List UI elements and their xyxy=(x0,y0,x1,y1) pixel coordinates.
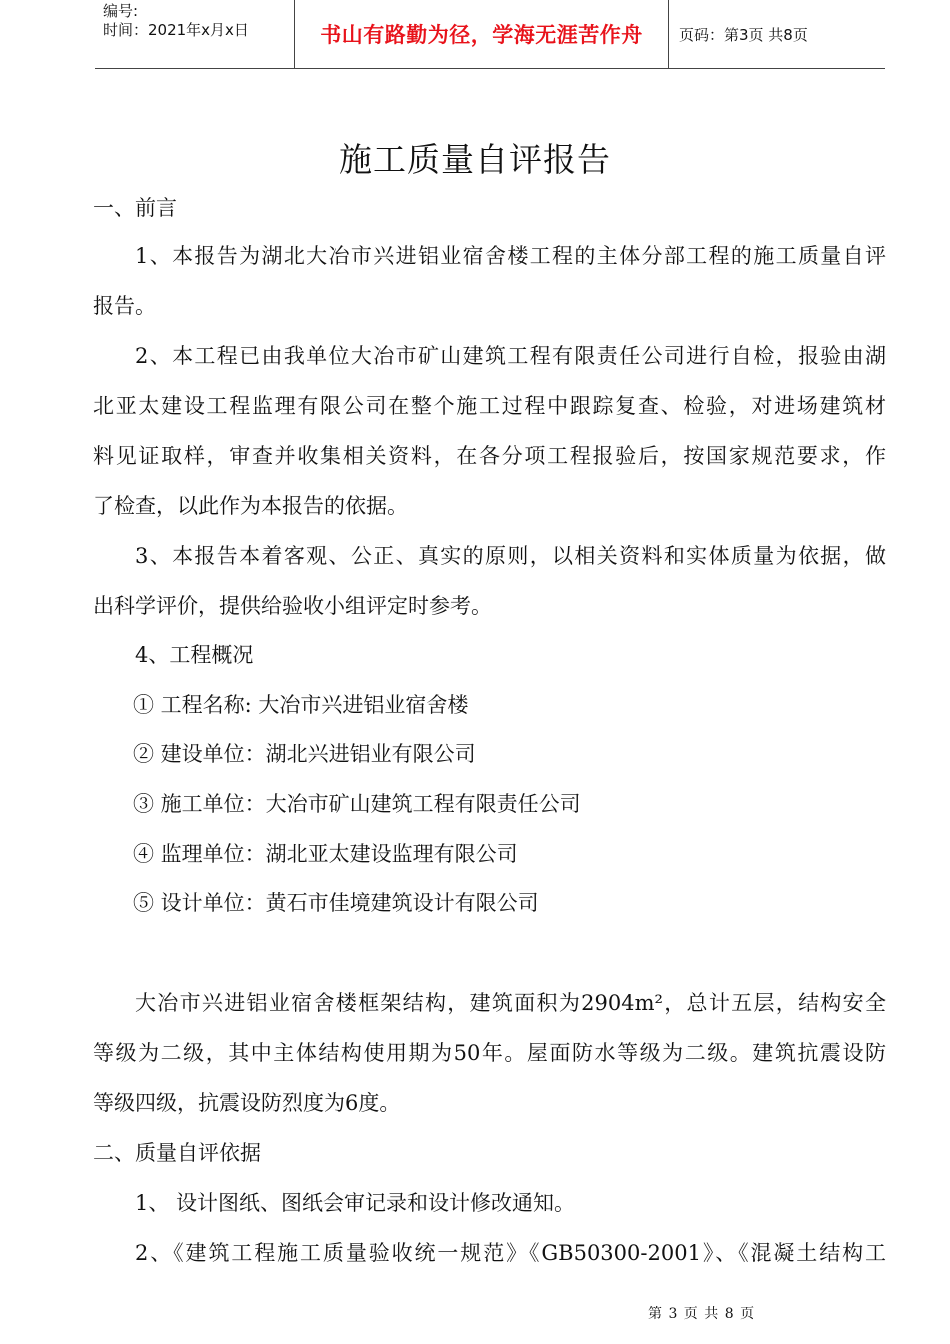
paragraph-line: 了检查，以此作为本报告的依据。 xyxy=(93,494,408,518)
list-item: ③ 施工单位：大冶市矿山建筑工程有限责任公司 xyxy=(133,792,581,816)
section-subheading-overview: 4、工程概况 xyxy=(135,643,254,667)
section-heading-basis: 二、质量自评依据 xyxy=(93,1141,261,1165)
page-header xyxy=(95,0,885,69)
paragraph-line: 报告。 xyxy=(93,294,156,318)
paragraph-line: 出科学评价，提供给验收小组评定时参考。 xyxy=(93,594,492,618)
section-heading-preface: 一、前言 xyxy=(93,196,177,220)
list-item: ④ 监理单位：湖北亚太建设监理有限公司 xyxy=(133,842,518,866)
paragraph-line: 等级四级，抗震设防烈度为6度。 xyxy=(93,1091,401,1115)
paragraph-line: 1、本报告为湖北大冶市兴进铝业宿舍楼工程的主体分部工程的施工质量自评 xyxy=(135,244,886,268)
header-page-info: 页码：第3页 共8页 xyxy=(679,25,808,44)
paragraph-line: 3、本报告本着客观、公正、真实的原则，以相关资料和实体质量为依据，做 xyxy=(135,544,886,568)
header-motto: 书山有路勤为径，学海无涯苦作舟 xyxy=(295,0,669,68)
list-item: 1、 设计图纸、图纸会审记录和设计修改通知。 xyxy=(135,1191,576,1215)
page-footer: 第 3 页 共 8 页 xyxy=(648,1306,756,1322)
document-time: 时间：2021年x月x日 xyxy=(103,21,249,39)
list-item: ① 工程名称: 大冶市兴进铝业宿舍楼 xyxy=(133,693,469,717)
paragraph-line: 大冶市兴进铝业宿舍楼框架结构，建筑面积为2904m²，总计五层，结构安全 xyxy=(135,991,886,1015)
list-item: 2、《建筑工程施工质量验收统一规范》《GB50300-2001》、《混凝土结构工 xyxy=(135,1241,886,1265)
list-item: ⑤ 设计单位：黄石市佳境建筑设计有限公司 xyxy=(133,891,539,915)
paragraph-line: 等级为二级，其中主体结构使用期为50年。屋面防水等级为二级。建筑抗震设防 xyxy=(93,1041,886,1065)
list-item: ② 建设单位：湖北兴进铝业有限公司 xyxy=(133,742,476,766)
paragraph-line: 2、本工程已由我单位大冶市矿山建筑工程有限责任公司进行自检，报验由湖 xyxy=(135,344,886,368)
header-meta xyxy=(95,0,295,68)
paragraph-line: 料见证取样，审查并收集相关资料，在各分项工程报验后，按国家规范要求，作 xyxy=(93,444,886,468)
paragraph-line: 北亚太建设工程监理有限公司在整个施工过程中跟踪复查、检验，对进场建筑材 xyxy=(93,394,886,418)
document-title: 施工质量自评报告 xyxy=(339,140,611,179)
document-code-label: 编号: xyxy=(103,2,139,20)
